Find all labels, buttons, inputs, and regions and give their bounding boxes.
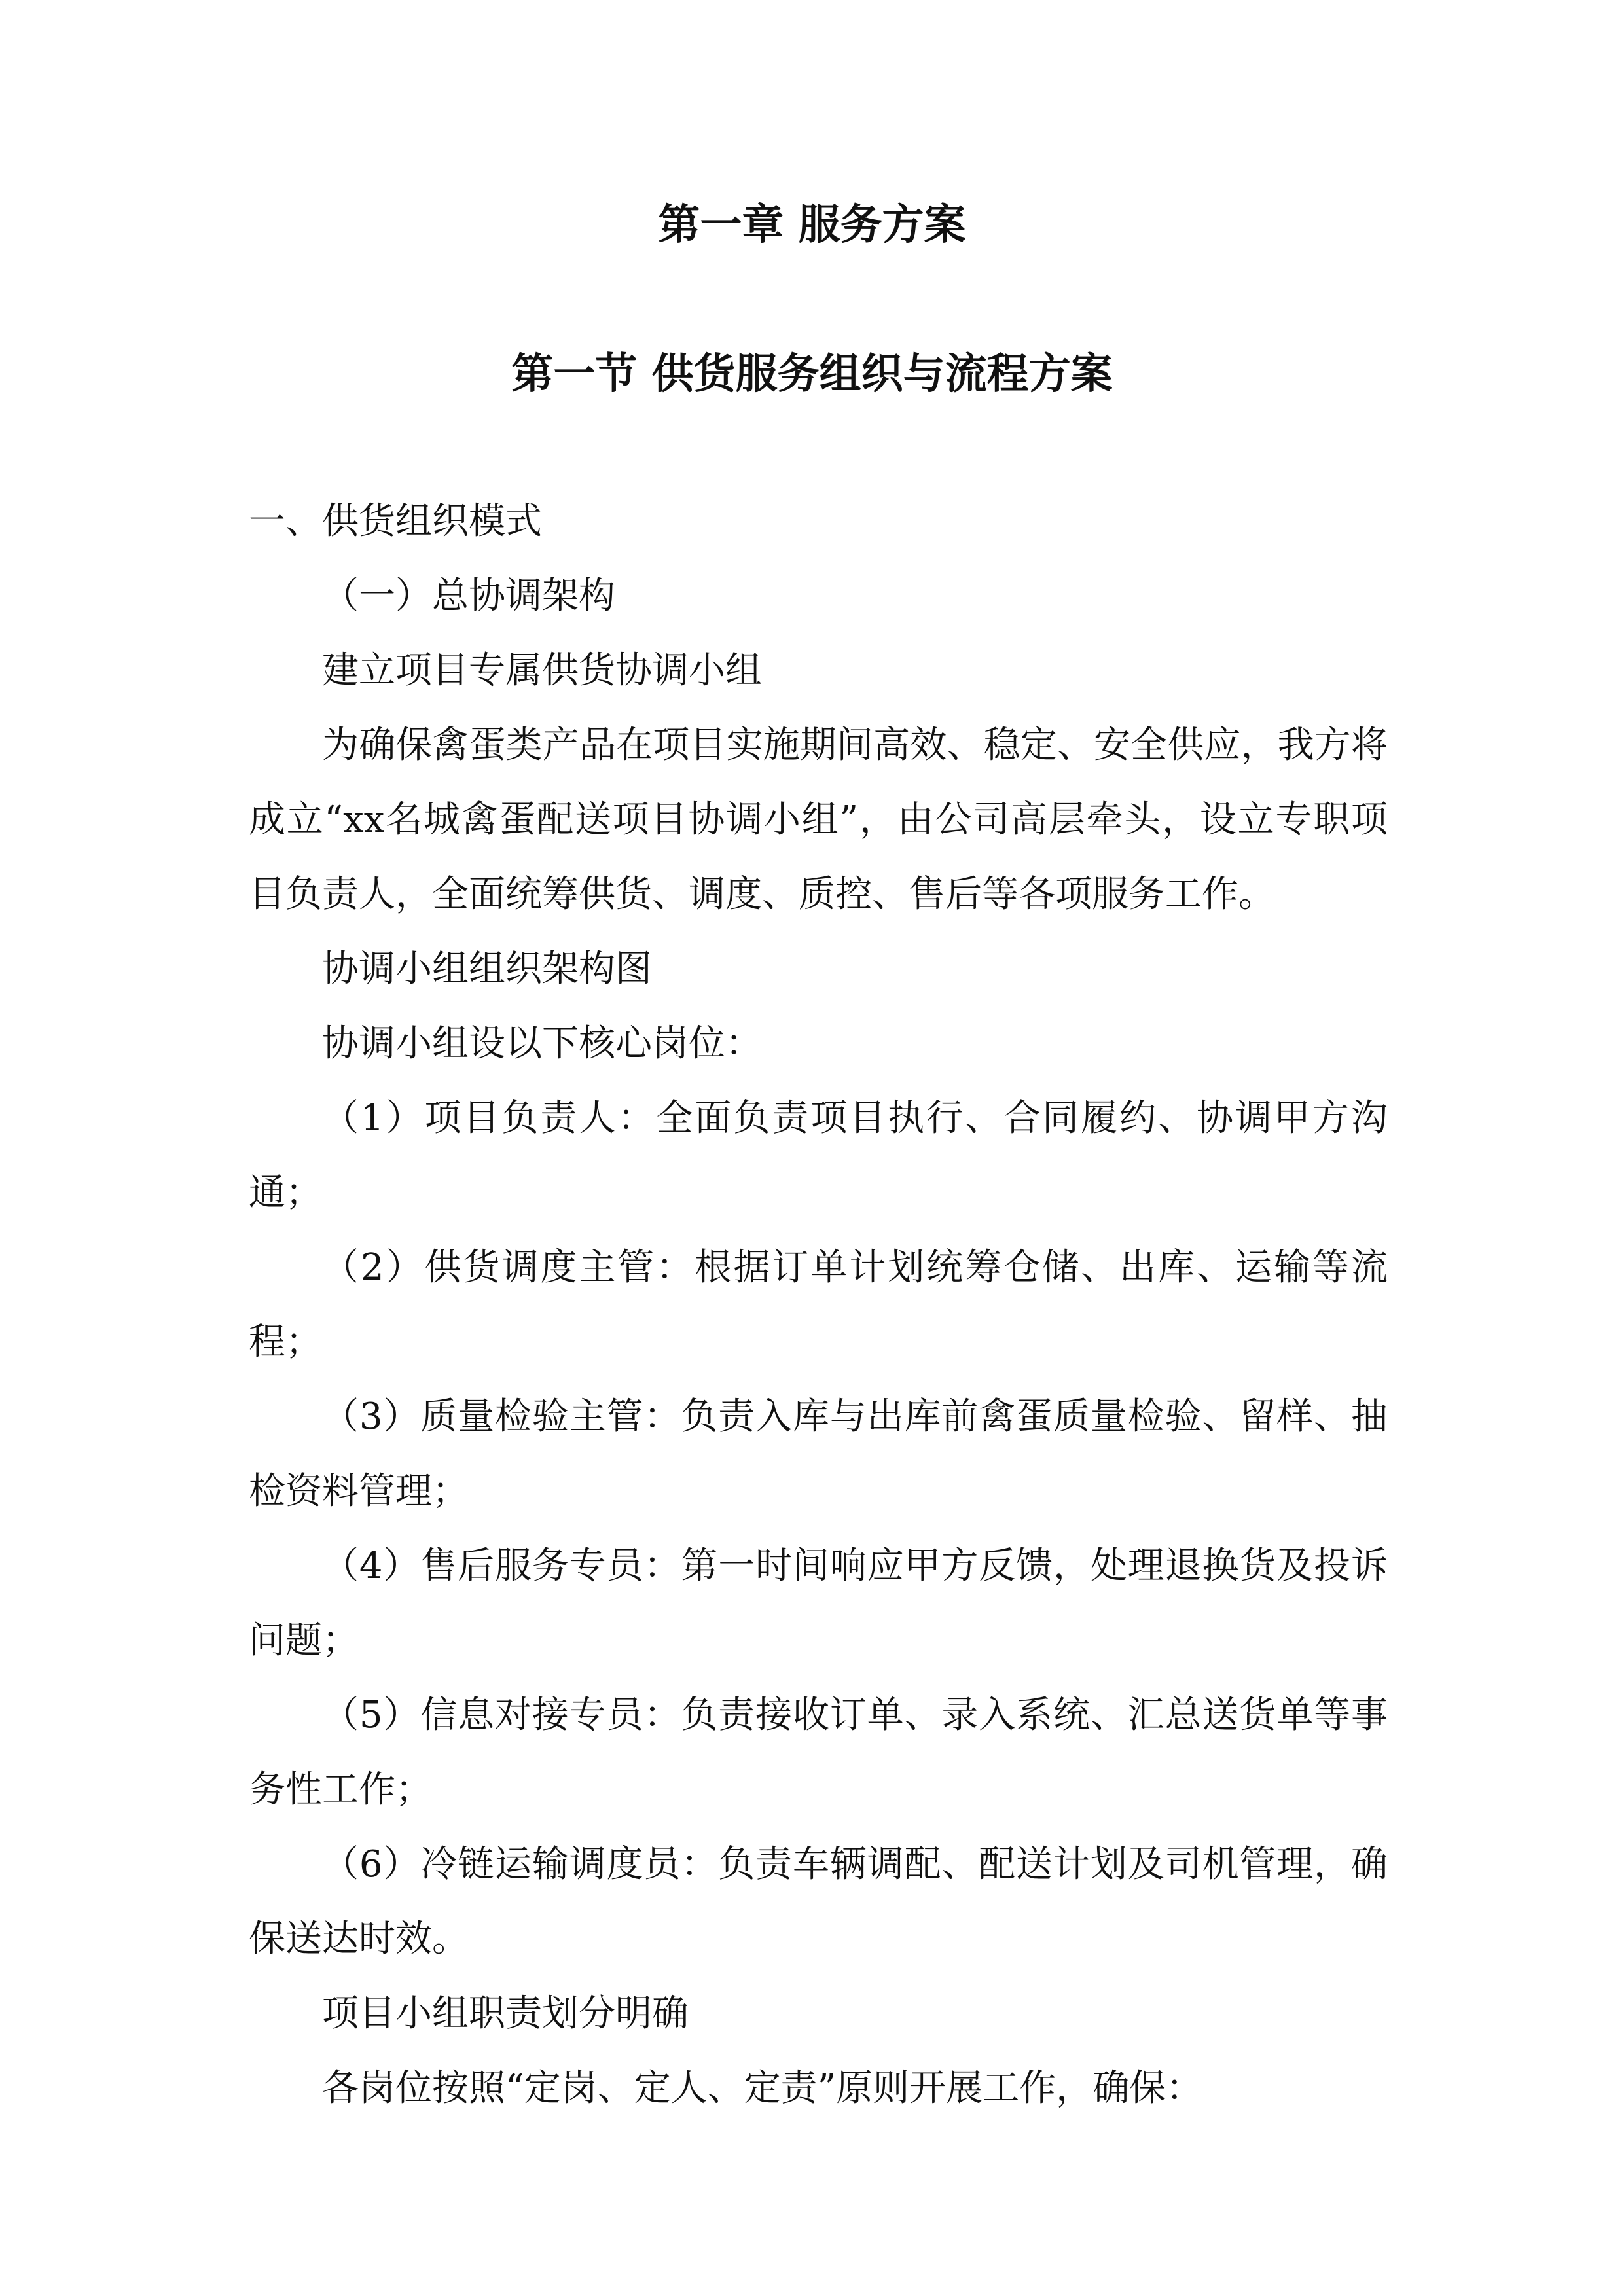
chapter-title: 第一章 服务方案 xyxy=(658,201,966,249)
list-item: （3）质量检验主管：负责入库与出库前禽蛋质量检验、留样、抽检资料管理； xyxy=(249,1395,1388,1513)
heading-level-2: （一）总协调架构 xyxy=(322,575,615,617)
section-title: 第一节 供货服务组织与流程方案 xyxy=(511,350,1113,399)
paragraph: 各岗位按照“定岗、定人、定责”原则开展工作，确保： xyxy=(322,2067,1203,2109)
paragraph: 项目小组职责划分明确 xyxy=(322,1992,689,2035)
heading-level-1: 一、供货组织模式 xyxy=(249,500,542,543)
list-item: （4）售后服务专员：第一时间响应甲方反馈，处理退换货及投诉问题； xyxy=(249,1545,1388,1662)
paragraph: 协调小组组织架构图 xyxy=(322,948,652,990)
list-item: （2）供货调度主管：根据订单计划统筹仓储、出库、运输等流程； xyxy=(249,1246,1388,1363)
list-item: （6）冷链运输调度员：负责车辆调配、配送计划及司机管理，确保送达时效。 xyxy=(249,1843,1388,1960)
document-body xyxy=(249,484,1388,2126)
paragraph: 协调小组设以下核心岗位： xyxy=(322,1022,762,1065)
paragraph: 为确保禽蛋类产品在项目实施期间高效、稳定、安全供应，我方将成立“xx名城禽蛋配送项目协调小组”，由公司高层牵头，设立专职项目负责人，全面统筹供货、调度、质控、售后等各项服务工作。 xyxy=(249,724,1388,916)
list-item: （5）信息对接专员：负责接收订单、录入系统、汇总送货单等事务性工作； xyxy=(249,1694,1388,1811)
paragraph: 建立项目专属供货协调小组 xyxy=(322,649,762,692)
list-item: （1）项目负责人：全面负责项目执行、合同履约、协调甲方沟通； xyxy=(249,1097,1388,1214)
